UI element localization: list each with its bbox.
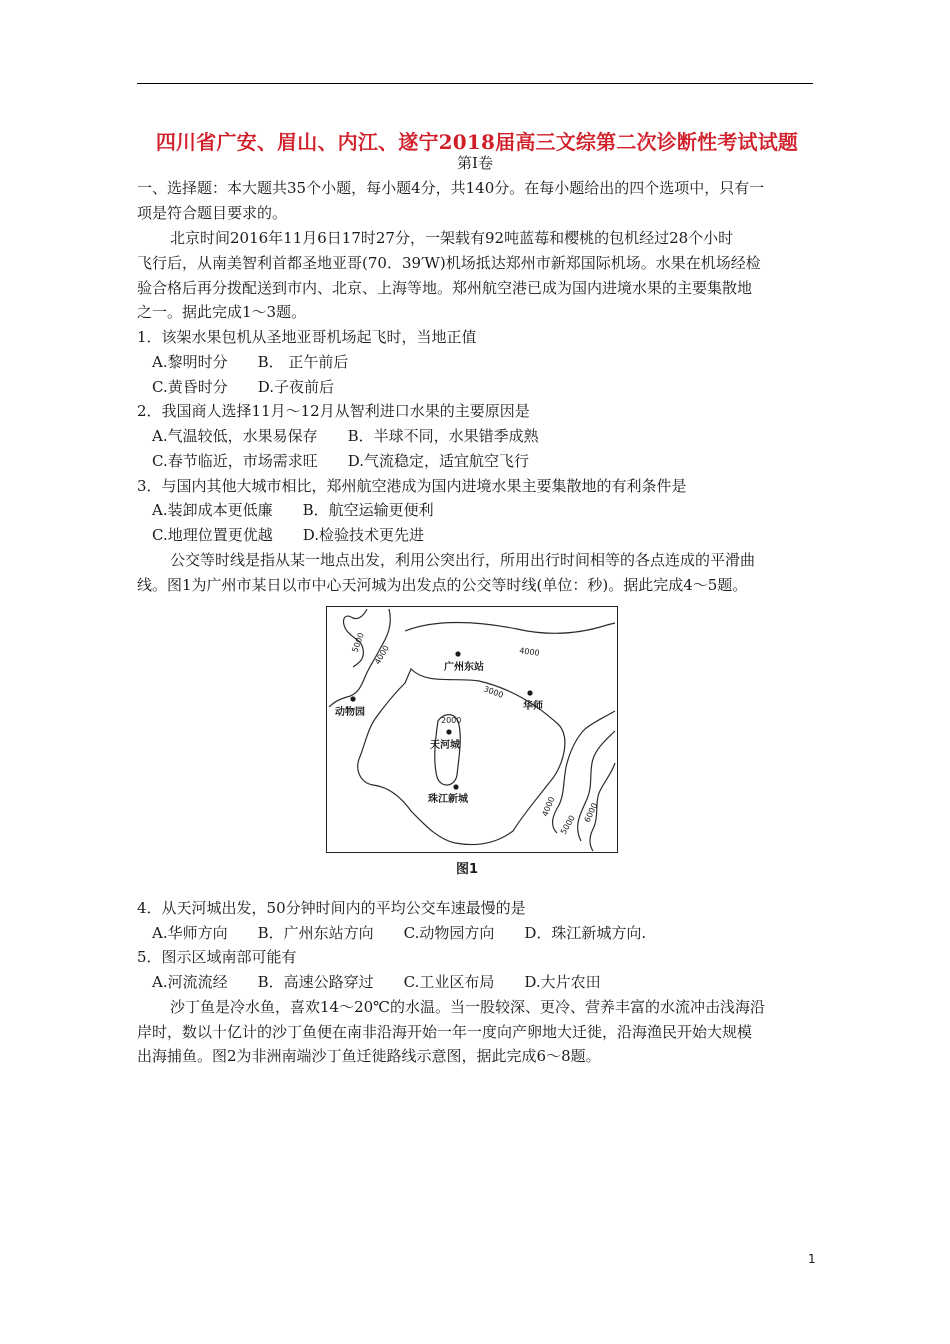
passage-line: 出海捕鱼。图2为非洲南端沙丁鱼迁徙路线示意图，据此完成6～8题。 xyxy=(137,1047,601,1065)
passage-line: 飞行后，从南美智利首都圣地亚哥(70．39′W)机场抵达郑州市新郑国际机场。水果在机场经检 xyxy=(137,254,761,272)
passage-line: 北京时间2016年11月6日17时27分，一架载有92吨蓝莓和樱桃的包机经过28个小时 xyxy=(170,229,734,247)
guangzhou-east-station-marker xyxy=(455,651,460,656)
passage-line: 公交等时线是指从某一地点出发，利用公突出行，所用出行时间相等的各点连成的平滑曲 xyxy=(170,551,756,569)
question-5-stem: 5．图示区域南部可能有 xyxy=(137,948,297,966)
zoo-marker xyxy=(350,696,355,701)
label-zhujiang-new-town: 珠江新城 xyxy=(428,794,468,805)
isochrone-map xyxy=(326,606,618,853)
passage-line: 之一。据此完成1～3题。 xyxy=(137,303,307,321)
question-1-stem: 1．该架水果包机从圣地亚哥机场起飞时，当地正值 xyxy=(137,328,477,346)
huashi-marker xyxy=(527,690,532,695)
instructions-line: 项是符合题目要求的。 xyxy=(137,204,288,222)
question-3-options: A.装卸成本更低廉 B．航空运输更便利 xyxy=(152,501,434,519)
contour-3000 xyxy=(358,669,565,845)
label-guangzhou-east-station: 广州东站 xyxy=(444,662,484,673)
contour-label-2000: 2000 xyxy=(441,716,462,725)
page-title: 四川省广安、眉山、内江、遂宁2018届高三文综第二次诊断性考试试题 xyxy=(155,130,799,154)
passage-line: 线。图1为广州市某日以市中心天河城为出发点的公交等时线(单位：秒)。据此完成4～5题。 xyxy=(137,576,748,594)
contour-label-4000: 4000 xyxy=(372,643,391,666)
contour-label-4000: 4000 xyxy=(518,646,541,658)
question-4-stem: 4．从天河城出发，50分钟时间内的平均公交车速最慢的是 xyxy=(137,899,526,917)
passage-line: 验合格后再分拨配送到市内、北京、上海等地。郑州航空港已成为国内进境水果的主要集散地 xyxy=(137,279,753,297)
question-3-options: C.地理位置更优越 D.检验技术更先进 xyxy=(152,526,424,544)
label-huashi: 华师 xyxy=(523,701,543,712)
contour-label-6000: 6000 xyxy=(582,801,600,824)
zhujiang-new-town-marker xyxy=(453,784,458,789)
question-3-stem: 3．与国内其他大城市相比，郑州航空港成为国内进境水果主要集散地的有利条件是 xyxy=(137,477,687,495)
instructions-line: 一、选择题：本大题共35个小题，每小题4分，共140分。在每小题给出的四个选项中，只有一 xyxy=(137,179,765,197)
page-number: 1 xyxy=(808,1252,816,1266)
label-zoo: 动物园 xyxy=(335,707,365,718)
passage-line: 沙丁鱼是冷水鱼，喜欢14～20℃的水温。当一股较深、更冷、营养丰富的水流冲击浅海沿 xyxy=(170,998,765,1016)
contour-label-4000: 4000 xyxy=(540,795,557,818)
contour-label-5000: 5000 xyxy=(350,631,366,654)
header-rule xyxy=(137,83,813,84)
question-2-options: C.春节临近，市场需求旺 D.气流稳定，适宜航空飞行 xyxy=(152,452,529,470)
question-2-options: A.气温较低，水果易保存 B．半球不同，水果错季成熟 xyxy=(152,427,539,445)
label-tianhe-city: 天河城 xyxy=(430,740,460,751)
question-2-stem: 2．我国商人选择11月～12月从智利进口水果的主要原因是 xyxy=(137,402,530,420)
passage-line: 岸时，数以十亿计的沙丁鱼便在南非沿海开始一年一度向产卵地大迁徙，沿海渔民开始大规模 xyxy=(137,1023,753,1041)
tianhe-city-marker xyxy=(446,729,451,734)
question-1-options: A.黎明时分 B． 正午前后 xyxy=(152,353,349,371)
figure-1-caption: 图1 xyxy=(456,862,479,877)
contour-label-3000: 3000 xyxy=(482,684,505,700)
contour-5000 xyxy=(578,731,615,841)
question-1-options: C.黄昏时分 D.子夜前后 xyxy=(152,378,334,396)
contour-4000 xyxy=(405,623,615,634)
question-4-options: A.华师方向 B．广州东站方向 C.动物园方向 D．珠江新城方向. xyxy=(152,924,647,942)
contour-label-5000: 5000 xyxy=(558,813,577,836)
volume-label: 第Ⅰ卷 xyxy=(457,154,493,172)
question-5-options: A.河流流经 B．高速公路穿过 C.工业区布局 D.大片农田 xyxy=(152,973,601,991)
